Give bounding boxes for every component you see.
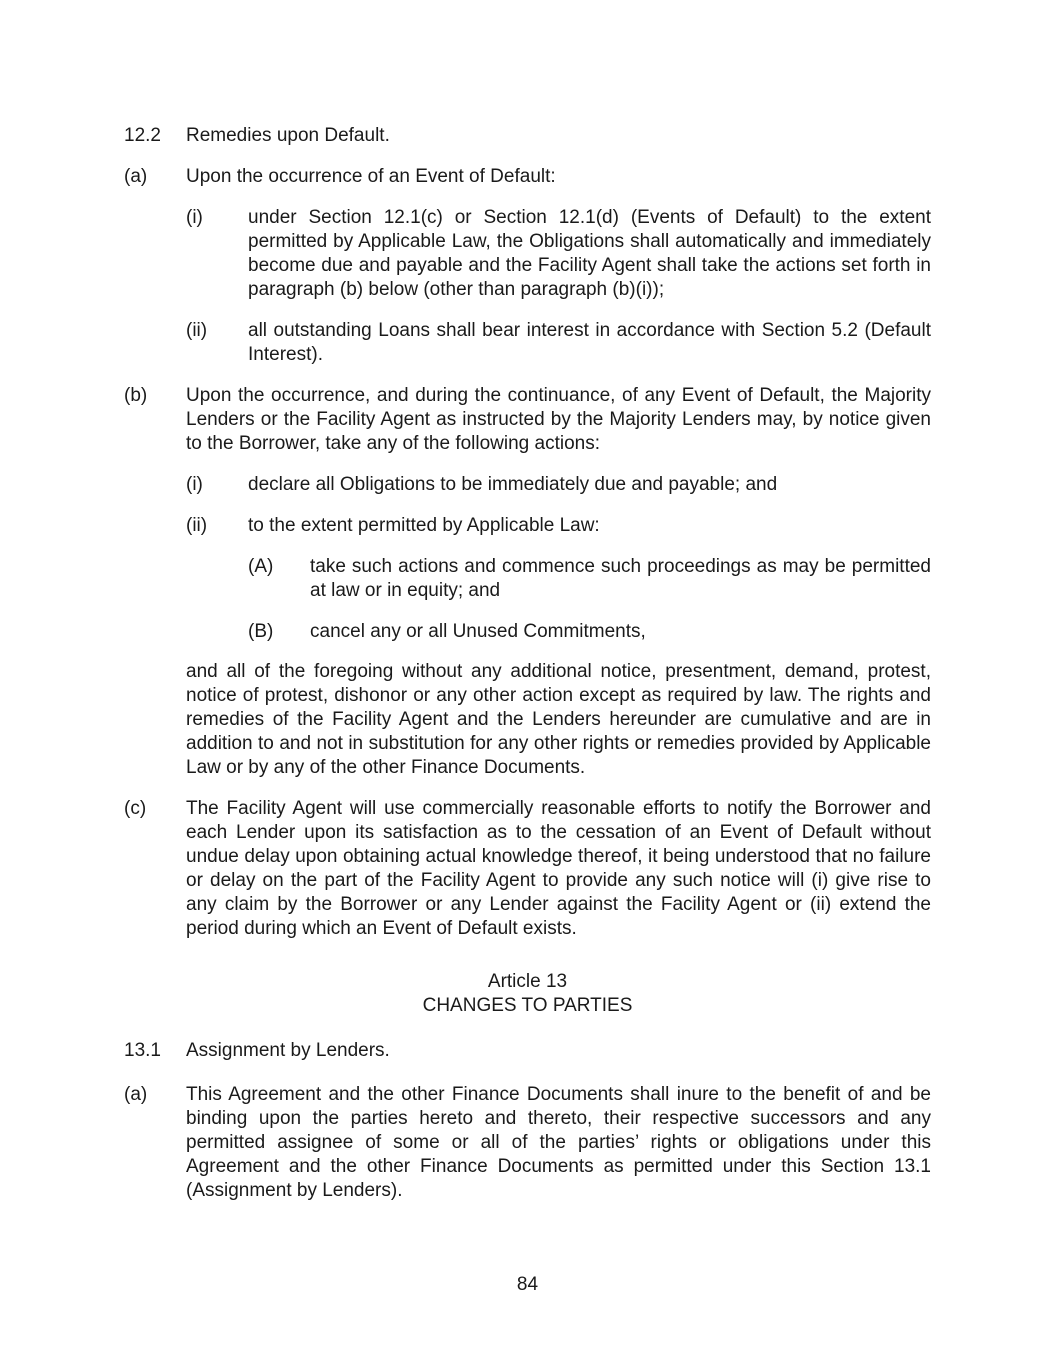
- section-title: Assignment by Lenders.: [186, 1040, 390, 1061]
- paragraph-label: (A): [248, 556, 274, 577]
- page-number: 84: [516, 1274, 539, 1295]
- paragraph-text: and all of the foregoing without any additional notice, presentment, demand, protest, notice of protest, dishonor or any other action except as required by law. The rights and remedies of the Facility Agent and the Lenders hereunder are cumulative and are in addition to and not in substitution for any other rights or remedies provided by Applicable Law or by any of the other Finance Documents.: [186, 661, 931, 778]
- paragraph-label: (ii): [186, 515, 208, 536]
- paragraph-text: The Facility Agent will use commercially reasonable efforts to notify the Borrower and each Lender upon its satisfaction as to the cessation of an Event of Default without undue delay upon obtaining actual knowledge thereof, it being understood that no failure or delay on the part of the Facility Agent to provide any such notice will (i) give rise to any claim by the Borrower or any Lender against the Facility Agent or (ii) extend the period during which an Event of Default exists.: [186, 798, 931, 939]
- paragraph-label: (i): [186, 207, 203, 228]
- paragraph-text: Upon the occurrence of an Event of Default:: [186, 166, 556, 187]
- section-number: 13.1: [124, 1040, 161, 1061]
- article-title: CHANGES TO PARTIES: [422, 995, 633, 1016]
- paragraph-label: (c): [124, 798, 147, 819]
- paragraph-label: (a): [124, 166, 148, 187]
- article-number: Article 13: [487, 971, 568, 992]
- section-number: 12.2: [124, 125, 161, 146]
- paragraph-text: all outstanding Loans shall bear interest in accordance with Section 5.2 (Default Interest).: [248, 320, 931, 365]
- section-title: Remedies upon Default.: [186, 125, 390, 146]
- paragraph-text: under Section 12.1(c) or Section 12.1(d) (Events of Default) to the extent permitted by Applicable Law, the Obligations shall automatically and immediately become due and payable and the Facility Agent shall take the actions set forth in paragraph (b) below (other than paragraph (b)(i));: [248, 207, 931, 300]
- paragraph-text: declare all Obligations to be immediately due and payable; and: [248, 474, 778, 495]
- paragraph-text: to the extent permitted by Applicable Law:: [248, 515, 600, 536]
- paragraph-label: (b): [124, 385, 148, 406]
- paragraph-label: (i): [186, 474, 203, 495]
- paragraph-text: cancel any or all Unused Commitments,: [310, 621, 646, 642]
- paragraph-label: (ii): [186, 320, 208, 341]
- paragraph-label: (B): [248, 621, 274, 642]
- paragraph-text: take such actions and commence such proceedings as may be permitted at law or in equity; and: [310, 556, 931, 601]
- paragraph-text: This Agreement and the other Finance Documents shall inure to the benefit of and be binding upon the parties hereto and thereto, their respective successors and any permitted assignee of some or all of the parties’ rights or obligations under this Agreement and the other Finance Documents as permitted under this Section 13.1 (Assignment by Lenders).: [186, 1084, 931, 1201]
- paragraph-label: (a): [124, 1084, 148, 1105]
- paragraph-text: Upon the occurrence, and during the continuance, of any Event of Default, the Majority Lenders or the Facility Agent as instructed by the Majority Lenders may, by notice given to the Borrower, take any of the following actions:: [186, 385, 931, 454]
